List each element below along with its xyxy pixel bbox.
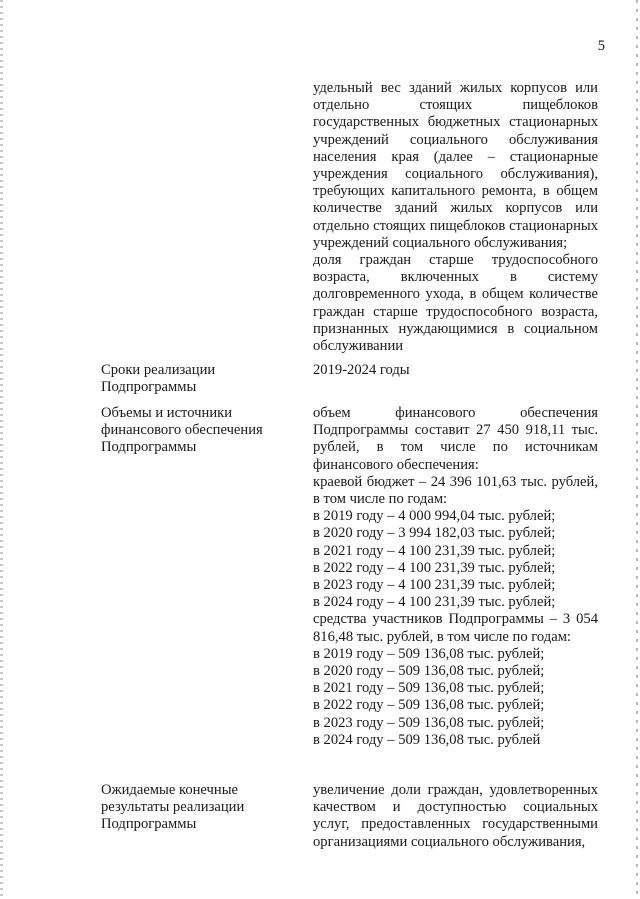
expected-results-label: Ожидаемые конечные результаты реализации Подпрограммы <box>101 782 245 833</box>
funding-year-line: в 2020 году – 3 994 182,03 тыс. рублей; <box>313 525 556 542</box>
expected-results-value <box>313 782 598 851</box>
funding-year-line: в 2021 году – 4 100 231,39 тыс. рублей; <box>313 542 556 559</box>
participants-year-line: в 2021 году – 509 136,08 тыс. рублей; <box>313 680 545 697</box>
participants-year-line: в 2024 году – 509 136,08 тыс. рублей <box>313 731 541 748</box>
indicator-paragraph: доля граждан старше трудоспособного возраста, включенных в систему долговременного ухода, в общем количестве граждан старше трудоспособного возраста, признанных нуждающимися в социальном обслуживании <box>313 252 598 355</box>
regional-budget-paragraph: краевой бюджет – 24 396 101,63 тыс. рублей, в том числе по годам: <box>313 473 598 508</box>
expected-results-paragraph: увеличение доли граждан, удовлетворенных качеством и доступностью социальных услуг, предоставленных государственными организациями социального обслуживания, <box>313 782 598 850</box>
participants-year-line: в 2020 году – 509 136,08 тыс. рублей; <box>313 663 545 680</box>
participants-funds-paragraph: средства участников Подпрограммы – 3 054 816,48 тыс. рублей, в том числе по годам: <box>313 611 598 645</box>
indicator-paragraph: удельный вес зданий жилых корпусов или отдельно стоящих пищеблоков государственных бюджетных стационарных учреждений социального обслуживания населения края (далее – стационарные учреждения социального обслуживания), требующих капитального ремонта, в общем количестве зданий жилых корпусов или отдельно стоящих пищеблоков стационарных учреждений социального обслуживания; <box>313 80 598 251</box>
scan-edge-left <box>0 0 3 899</box>
participants-year-line: в 2023 году – 509 136,08 тыс. рублей; <box>313 714 545 731</box>
scan-edge-right <box>636 0 638 899</box>
terms-label: Сроки реализации Подпрограммы <box>101 362 216 396</box>
indicators-value <box>313 80 598 355</box>
funding-year-line: в 2019 году – 4 000 994,04 тыс. рублей; <box>313 508 556 525</box>
terms-paragraph: 2019-2024 годы <box>313 362 410 378</box>
funding-year-line: в 2023 году – 4 100 231,39 тыс. рублей; <box>313 577 556 594</box>
participants-year-line: в 2022 году – 509 136,08 тыс. рублей; <box>313 697 545 714</box>
terms-value <box>313 362 598 379</box>
participants-year-line: в 2019 году – 509 136,08 тыс. рублей; <box>313 645 545 662</box>
funding-total-paragraph: объем финансового обеспечения Подпрограммы составит 27 450 918,11 тыс. рублей, в том числе по источникам финансового обеспечения: <box>313 405 598 473</box>
funding-label: Объемы и источники финансового обеспечения Подпрограммы <box>101 405 263 456</box>
page-number: 5 <box>597 38 605 54</box>
funding-year-line: в 2024 году – 4 100 231,39 тыс. рублей; <box>313 594 556 611</box>
funding-year-line: в 2022 году – 4 100 231,39 тыс. рублей; <box>313 559 556 576</box>
funding-value <box>313 405 598 749</box>
